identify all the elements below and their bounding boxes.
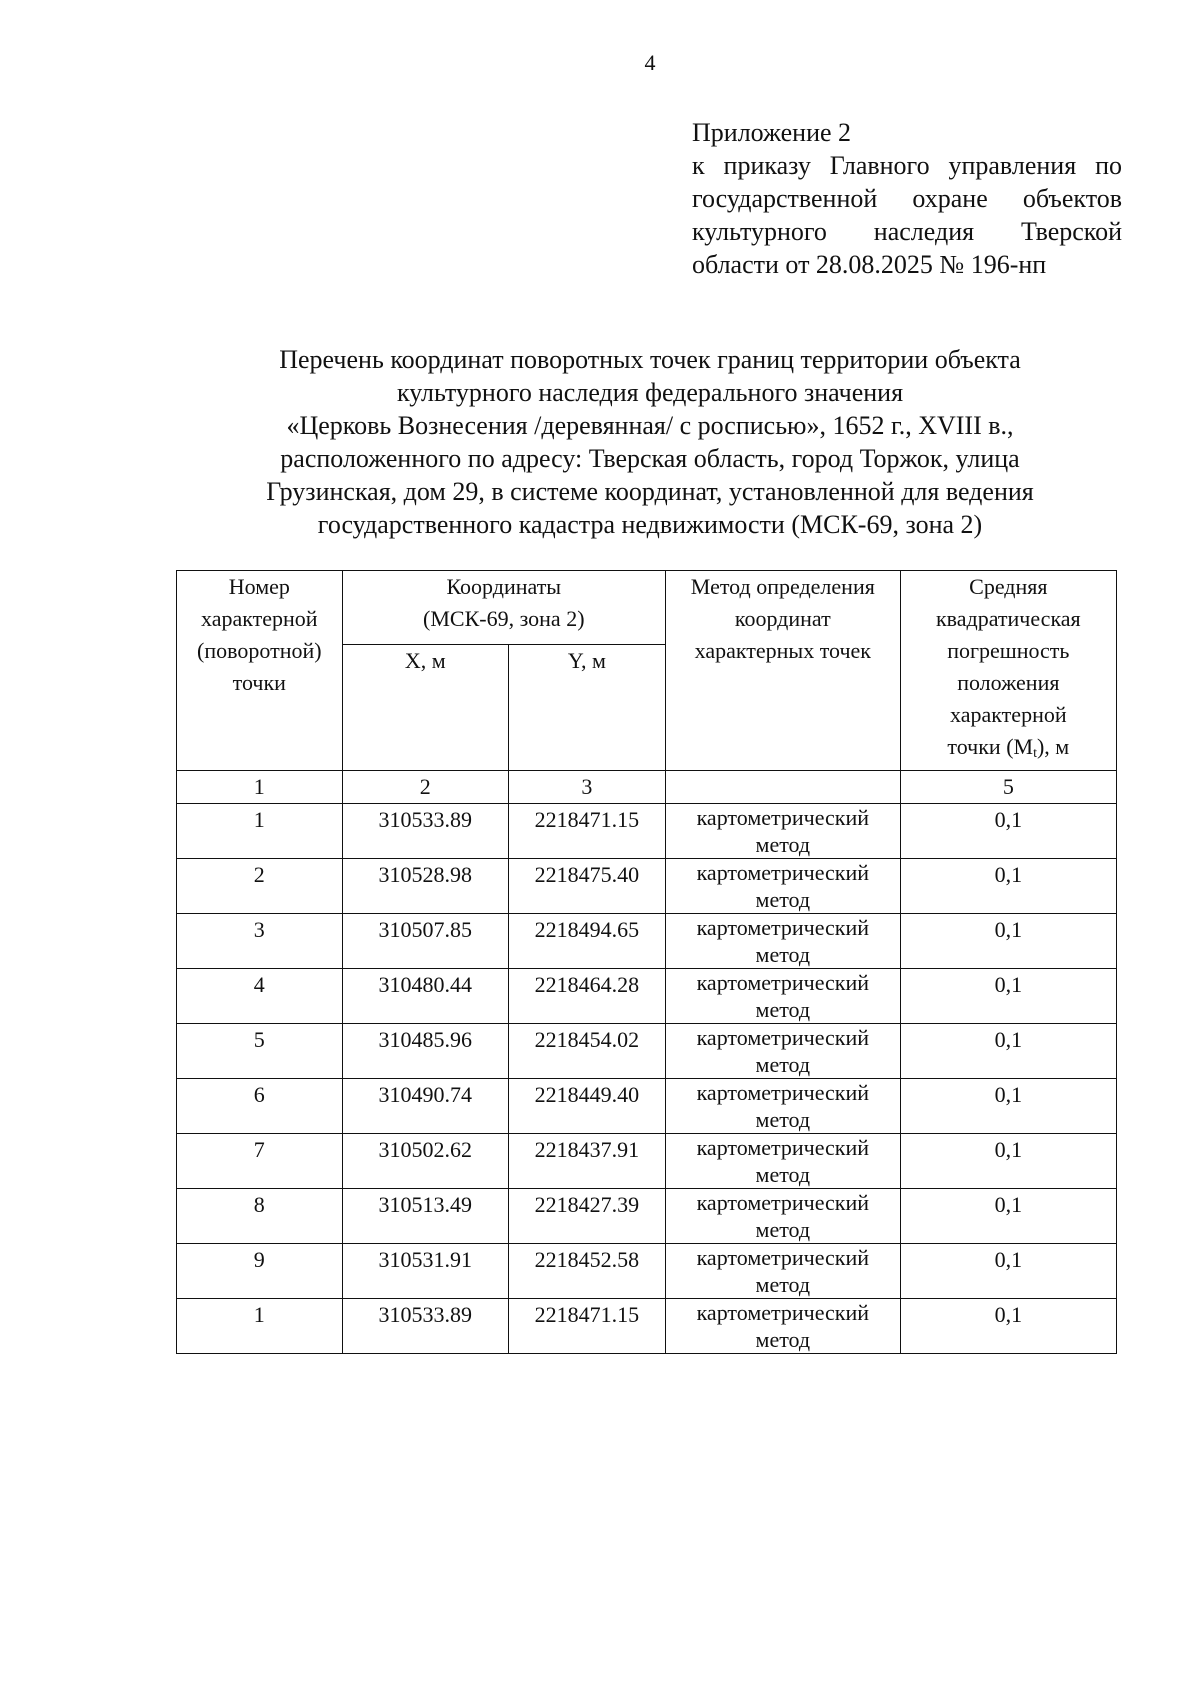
header-coordinates: Координаты (МСК-69, зона 2) xyxy=(342,571,665,645)
point-number-cell: 2 xyxy=(177,859,343,914)
title-line: культурного наследия федерального значения xyxy=(396,378,904,407)
x-cell: 310502.62 xyxy=(342,1134,508,1189)
method-line: картометрический xyxy=(696,970,870,995)
y-cell: 2218471.15 xyxy=(508,804,665,859)
appendix-line: к приказу Главного управления по xyxy=(692,151,1122,180)
title-line: Грузинская, дом 29, в системе координат, установленной для ведения xyxy=(266,477,1034,506)
table-row xyxy=(177,914,1117,969)
header-y: Y, м xyxy=(508,645,665,771)
method-line: картометрический xyxy=(696,1245,870,1270)
table-body xyxy=(177,804,1117,1354)
method-cell xyxy=(665,1134,900,1189)
x-cell: 310485.96 xyxy=(342,1024,508,1079)
appendix-line: области от 28.08.2025 № 196-нп xyxy=(692,250,1047,279)
x-cell: 310531.91 xyxy=(342,1244,508,1299)
method-cell xyxy=(665,1299,900,1354)
method-line: метод xyxy=(755,1162,811,1187)
method-line: картометрический xyxy=(696,1190,870,1215)
point-number-cell: 6 xyxy=(177,1079,343,1134)
method-line: метод xyxy=(755,997,811,1022)
y-cell: 2218437.91 xyxy=(508,1134,665,1189)
method-cell xyxy=(665,859,900,914)
method-cell xyxy=(665,1189,900,1244)
y-cell: 2218449.40 xyxy=(508,1079,665,1134)
y-cell: 2218494.65 xyxy=(508,914,665,969)
method-line: картометрический xyxy=(696,915,870,940)
document-title xyxy=(180,343,1120,541)
method-line: метод xyxy=(755,1327,811,1352)
error-cell: 0,1 xyxy=(900,1244,1116,1299)
y-cell: 2218427.39 xyxy=(508,1189,665,1244)
header-point-number: Номер характерной (поворотной) точки xyxy=(177,571,343,771)
table-row xyxy=(177,1189,1117,1244)
page-number: 4 xyxy=(644,50,656,75)
coordinates-table xyxy=(176,570,1117,1354)
error-cell: 0,1 xyxy=(900,1299,1116,1354)
y-cell: 2218454.02 xyxy=(508,1024,665,1079)
table-row xyxy=(177,1079,1117,1134)
error-cell: 0,1 xyxy=(900,1079,1116,1134)
table-row xyxy=(177,969,1117,1024)
column-number: 5 xyxy=(900,771,1116,804)
method-line: метод xyxy=(755,1052,811,1077)
error-cell: 0,1 xyxy=(900,969,1116,1024)
table-row xyxy=(177,1134,1117,1189)
column-number: 2 xyxy=(342,771,508,804)
point-number-cell: 8 xyxy=(177,1189,343,1244)
method-line: картометрический xyxy=(696,1135,870,1160)
column-numbers-row xyxy=(177,771,1117,804)
method-line: метод xyxy=(755,832,811,857)
table-row xyxy=(177,1299,1117,1354)
method-cell xyxy=(665,914,900,969)
point-number-cell: 7 xyxy=(177,1134,343,1189)
error-cell: 0,1 xyxy=(900,859,1116,914)
point-number-cell: 1 xyxy=(177,1299,343,1354)
method-line: картометрический xyxy=(696,805,870,830)
method-cell xyxy=(665,969,900,1024)
title-line: государственного кадастра недвижимости (МСК-69, зона 2) xyxy=(317,510,983,539)
point-number-cell: 9 xyxy=(177,1244,343,1299)
x-cell: 310480.44 xyxy=(342,969,508,1024)
method-line: метод xyxy=(755,887,811,912)
method-line: метод xyxy=(755,1107,811,1132)
appendix-line: культурного наследия Тверской xyxy=(692,217,1122,246)
y-cell: 2218464.28 xyxy=(508,969,665,1024)
x-cell: 310507.85 xyxy=(342,914,508,969)
y-cell: 2218452.58 xyxy=(508,1244,665,1299)
header-method: Метод определения координат характерных точек xyxy=(665,571,900,771)
error-cell: 0,1 xyxy=(900,1024,1116,1079)
method-line: картометрический xyxy=(696,1025,870,1050)
x-cell: 310528.98 xyxy=(342,859,508,914)
table-row xyxy=(177,859,1117,914)
table-row xyxy=(177,804,1117,859)
error-cell: 0,1 xyxy=(900,1134,1116,1189)
method-line: картометрический xyxy=(696,1300,870,1325)
error-cell: 0,1 xyxy=(900,1189,1116,1244)
point-number-cell: 5 xyxy=(177,1024,343,1079)
title-line: «Церковь Вознесения /деревянная/ с росписью», 1652 г., XVIII в., xyxy=(286,411,1014,440)
error-cell: 0,1 xyxy=(900,804,1116,859)
title-line: Перечень координат поворотных точек границ территории объекта xyxy=(279,345,1021,374)
title-line: расположенного по адресу: Тверская область, город Торжок, улица xyxy=(280,444,1020,473)
header-x: X, м xyxy=(342,645,508,771)
column-number: 1 xyxy=(177,771,343,804)
method-line: метод xyxy=(755,1217,811,1242)
column-number: 3 xyxy=(508,771,665,804)
y-cell: 2218471.15 xyxy=(508,1299,665,1354)
method-line: метод xyxy=(755,1272,811,1297)
x-cell: 310533.89 xyxy=(342,1299,508,1354)
x-cell: 310513.49 xyxy=(342,1189,508,1244)
method-cell xyxy=(665,1244,900,1299)
appendix-title: Приложение 2 xyxy=(692,118,852,147)
y-cell: 2218475.40 xyxy=(508,859,665,914)
method-cell xyxy=(665,804,900,859)
appendix-line: государственной охране объектов xyxy=(692,184,1122,213)
appendix-block xyxy=(692,116,1122,281)
column-number xyxy=(665,771,900,804)
x-cell: 310490.74 xyxy=(342,1079,508,1134)
method-line: метод xyxy=(755,942,811,967)
method-line: картометрический xyxy=(696,1080,870,1105)
point-number-cell: 1 xyxy=(177,804,343,859)
table-row xyxy=(177,1244,1117,1299)
point-number-cell: 4 xyxy=(177,969,343,1024)
method-cell xyxy=(665,1079,900,1134)
x-cell: 310533.89 xyxy=(342,804,508,859)
header-error: Средняя квадратическая погрешность положения характерной точки $(M_t)$, м xyxy=(900,571,1116,771)
method-cell xyxy=(665,1024,900,1079)
point-number-cell: 3 xyxy=(177,914,343,969)
error-cell: 0,1 xyxy=(900,914,1116,969)
table-row xyxy=(177,1024,1117,1079)
table-header-row xyxy=(177,571,1117,645)
method-line: картометрический xyxy=(696,860,870,885)
